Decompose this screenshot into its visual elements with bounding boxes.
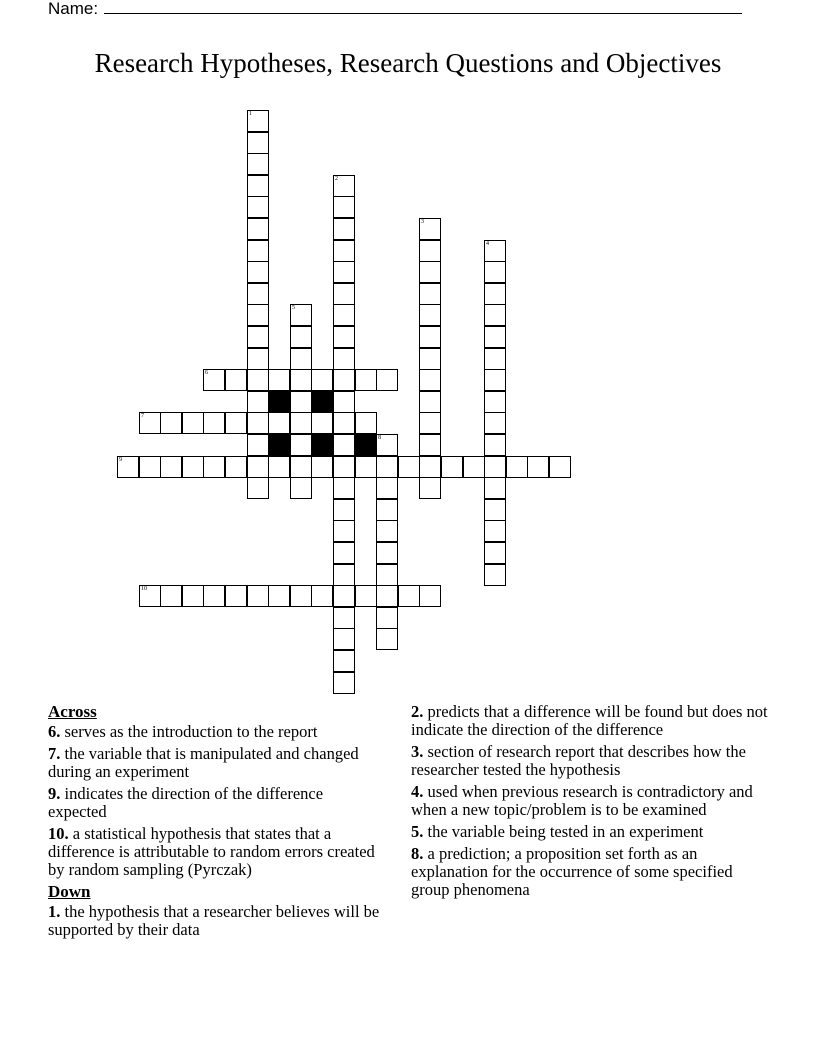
grid-cell[interactable]	[355, 585, 377, 607]
clue-across-7	[48, 745, 380, 781]
grid-cell[interactable]	[225, 456, 247, 478]
grid-block	[311, 391, 333, 413]
grid-cell[interactable]	[376, 434, 398, 456]
grid-cell[interactable]	[333, 175, 355, 197]
grid-block	[268, 391, 290, 413]
grid-cell[interactable]	[484, 564, 506, 586]
grid-cell[interactable]	[290, 369, 312, 391]
grid-cell[interactable]	[247, 369, 269, 391]
grid-cell[interactable]	[484, 369, 506, 391]
grid-cell[interactable]	[484, 304, 506, 326]
grid-cell[interactable]	[333, 434, 355, 456]
grid-cell[interactable]	[419, 261, 441, 283]
grid-cell[interactable]	[139, 456, 161, 478]
grid-cell[interactable]	[355, 412, 377, 434]
grid-cell[interactable]	[247, 326, 269, 348]
grid-cell[interactable]	[484, 434, 506, 456]
cell-number: 2	[335, 176, 338, 182]
grid-cell[interactable]	[333, 369, 355, 391]
grid-cell[interactable]	[333, 585, 355, 607]
grid-cell[interactable]	[203, 412, 225, 434]
grid-cell[interactable]	[247, 391, 269, 413]
grid-cell[interactable]	[182, 585, 204, 607]
grid-cell[interactable]	[182, 412, 204, 434]
grid-cell[interactable]	[333, 628, 355, 650]
cell-number: 10	[141, 586, 147, 592]
grid-block	[268, 434, 290, 456]
clue-across-6	[48, 723, 380, 741]
grid-cell[interactable]	[311, 412, 333, 434]
grid-cell[interactable]	[160, 585, 182, 607]
clue-down-3	[411, 743, 771, 779]
grid-cell[interactable]	[419, 434, 441, 456]
grid-cell[interactable]	[247, 110, 269, 132]
grid-cell[interactable]	[419, 283, 441, 305]
clue-number: 3.	[411, 742, 424, 761]
grid-cell[interactable]	[333, 456, 355, 478]
clue-down-4	[411, 783, 771, 819]
grid-cell[interactable]	[247, 218, 269, 240]
grid-cell[interactable]	[333, 326, 355, 348]
grid-cell[interactable]	[398, 585, 420, 607]
grid-cell[interactable]	[268, 585, 290, 607]
clue-number: 7.	[48, 744, 61, 763]
grid-cell[interactable]	[419, 585, 441, 607]
grid-cell[interactable]	[225, 369, 247, 391]
grid-cell[interactable]	[549, 456, 571, 478]
grid-cell[interactable]	[419, 369, 441, 391]
grid-cell[interactable]	[419, 456, 441, 478]
grid-cell[interactable]	[441, 456, 463, 478]
grid-cell[interactable]	[333, 564, 355, 586]
clue-number: 8.	[411, 844, 424, 863]
grid-cell[interactable]	[484, 499, 506, 521]
grid-cell[interactable]	[247, 132, 269, 154]
grid-cell[interactable]	[419, 240, 441, 262]
clue-text: indicates the direction of the difference expected	[48, 784, 324, 821]
grid-cell[interactable]	[419, 326, 441, 348]
clue-number: 1.	[48, 902, 61, 921]
grid-cell[interactable]	[484, 283, 506, 305]
clue-down-2	[411, 703, 771, 739]
grid-cell[interactable]	[333, 412, 355, 434]
clue-text: the variable being tested in an experiment	[427, 822, 704, 841]
cell-number: 7	[141, 413, 144, 419]
grid-cell[interactable]	[484, 542, 506, 564]
grid-cell[interactable]	[139, 412, 161, 434]
clue-text: predicts that a difference will be found but does not indicate the direction of the difference	[411, 702, 768, 739]
grid-cell[interactable]	[247, 585, 269, 607]
clue-down-5	[411, 823, 771, 841]
grid-cell[interactable]	[376, 542, 398, 564]
grid-cell[interactable]	[376, 477, 398, 499]
across-heading: Across	[48, 702, 97, 721]
grid-cell[interactable]	[290, 456, 312, 478]
grid-cell[interactable]	[333, 304, 355, 326]
grid-cell[interactable]	[419, 304, 441, 326]
clue-text: used when previous research is contradictory and when a new topic/problem is to be examined	[411, 782, 753, 819]
clue-text: the hypothesis that a researcher believes will be supported by their data	[48, 902, 380, 939]
grid-cell[interactable]	[268, 369, 290, 391]
grid-cell[interactable]	[333, 499, 355, 521]
grid-cell[interactable]	[290, 348, 312, 370]
cell-number: 8	[378, 435, 381, 441]
page-title: Research Hypotheses, Research Questions and Objectives	[94, 48, 722, 78]
clue-down-1	[48, 903, 380, 939]
down-heading: Down	[48, 882, 91, 901]
grid-cell[interactable]	[355, 456, 377, 478]
grid-cell[interactable]	[247, 348, 269, 370]
grid-block	[311, 434, 333, 456]
grid-cell[interactable]	[160, 412, 182, 434]
grid-cell[interactable]	[290, 434, 312, 456]
grid-cell[interactable]	[290, 304, 312, 326]
grid-cell[interactable]	[484, 477, 506, 499]
grid-cell[interactable]	[484, 520, 506, 542]
clue-number: 9.	[48, 784, 61, 803]
grid-cell[interactable]	[333, 477, 355, 499]
grid-cell[interactable]	[203, 456, 225, 478]
cell-number: 4	[486, 241, 489, 247]
grid-cell[interactable]	[247, 456, 269, 478]
grid-cell[interactable]	[290, 391, 312, 413]
grid-cell[interactable]	[355, 369, 377, 391]
grid-cell[interactable]	[376, 607, 398, 629]
grid-cell[interactable]	[247, 175, 269, 197]
clue-across-9	[48, 785, 380, 821]
grid-cell[interactable]	[419, 477, 441, 499]
grid-cell[interactable]	[333, 218, 355, 240]
cell-number: 6	[205, 370, 208, 376]
grid-cell[interactable]	[333, 650, 355, 672]
grid-cell[interactable]	[290, 585, 312, 607]
grid-cell[interactable]	[419, 412, 441, 434]
grid-cell[interactable]	[247, 304, 269, 326]
grid-cell[interactable]	[247, 412, 269, 434]
grid-cell[interactable]	[311, 456, 333, 478]
name-label: Name:	[48, 0, 99, 18]
clue-text: a prediction; a proposition set forth as an explanation for the occurrence of some specified group phenomena	[411, 844, 733, 899]
grid-cell[interactable]	[463, 456, 485, 478]
grid-cell[interactable]	[484, 240, 506, 262]
grid-cell[interactable]	[376, 520, 398, 542]
grid-cell[interactable]	[484, 456, 506, 478]
grid-cell[interactable]	[117, 456, 139, 478]
grid-cell[interactable]	[247, 240, 269, 262]
grid-cell[interactable]	[484, 326, 506, 348]
clue-text: the variable that is manipulated and changed during an experiment	[48, 744, 359, 781]
grid-cell[interactable]	[376, 564, 398, 586]
clue-text: serves as the introduction to the report	[64, 722, 318, 741]
grid-cell[interactable]	[333, 607, 355, 629]
grid-cell[interactable]	[398, 456, 420, 478]
clue-number: 4.	[411, 782, 424, 801]
clue-number: 5.	[411, 822, 424, 841]
grid-cell[interactable]	[225, 412, 247, 434]
clues-column-right	[411, 703, 771, 903]
cell-number: 9	[119, 457, 122, 463]
grid-cell[interactable]	[268, 412, 290, 434]
grid-cell[interactable]	[333, 261, 355, 283]
grid-cell[interactable]	[247, 283, 269, 305]
cell-number: 1	[249, 111, 252, 117]
grid-block	[355, 434, 377, 456]
clue-across-10	[48, 825, 380, 879]
grid-cell[interactable]	[247, 261, 269, 283]
grid-cell[interactable]	[311, 585, 333, 607]
grid-cell[interactable]	[333, 283, 355, 305]
grid-cell[interactable]	[419, 391, 441, 413]
grid-cell[interactable]	[247, 196, 269, 218]
grid-cell[interactable]	[333, 348, 355, 370]
grid-cell[interactable]	[376, 628, 398, 650]
grid-cell[interactable]	[225, 585, 247, 607]
grid-cell[interactable]	[203, 369, 225, 391]
grid-cell[interactable]	[203, 585, 225, 607]
grid-cell[interactable]	[527, 456, 549, 478]
grid-cell[interactable]	[484, 391, 506, 413]
grid-cell[interactable]	[290, 412, 312, 434]
clue-number: 2.	[411, 702, 424, 721]
grid-cell[interactable]	[419, 348, 441, 370]
grid-cell[interactable]	[247, 434, 269, 456]
clue-number: 10.	[48, 824, 69, 843]
grid-cell[interactable]	[311, 369, 333, 391]
grid-cell[interactable]	[484, 412, 506, 434]
clues-column-left	[48, 703, 380, 943]
grid-cell[interactable]	[182, 456, 204, 478]
clue-text: a statistical hypothesis that states that a difference is attributable to random errors created by random sampling (Pyrczak)	[48, 824, 375, 879]
grid-cell[interactable]	[268, 456, 290, 478]
grid-cell[interactable]	[247, 477, 269, 499]
clue-text: section of research report that describes how the researcher tested the hypothesis	[411, 742, 746, 779]
grid-cell[interactable]	[333, 196, 355, 218]
grid-cell[interactable]	[290, 326, 312, 348]
grid-cell[interactable]	[290, 477, 312, 499]
grid-cell[interactable]	[333, 520, 355, 542]
cell-number: 5	[292, 305, 295, 311]
grid-cell[interactable]	[333, 542, 355, 564]
grid-cell[interactable]	[333, 391, 355, 413]
clue-down-8	[411, 845, 771, 899]
cell-number: 3	[421, 219, 424, 225]
grid-cell[interactable]	[376, 499, 398, 521]
grid-cell[interactable]	[376, 456, 398, 478]
grid-cell[interactable]	[419, 218, 441, 240]
grid-cell[interactable]	[139, 585, 161, 607]
grid-cell[interactable]	[506, 456, 528, 478]
grid-cell[interactable]	[484, 348, 506, 370]
grid-cell[interactable]	[247, 153, 269, 175]
grid-cell[interactable]	[376, 585, 398, 607]
grid-cell[interactable]	[160, 456, 182, 478]
grid-cell[interactable]	[333, 672, 355, 694]
clue-number: 6.	[48, 722, 61, 741]
grid-cell[interactable]	[484, 261, 506, 283]
grid-cell[interactable]	[376, 369, 398, 391]
grid-cell[interactable]	[333, 240, 355, 262]
